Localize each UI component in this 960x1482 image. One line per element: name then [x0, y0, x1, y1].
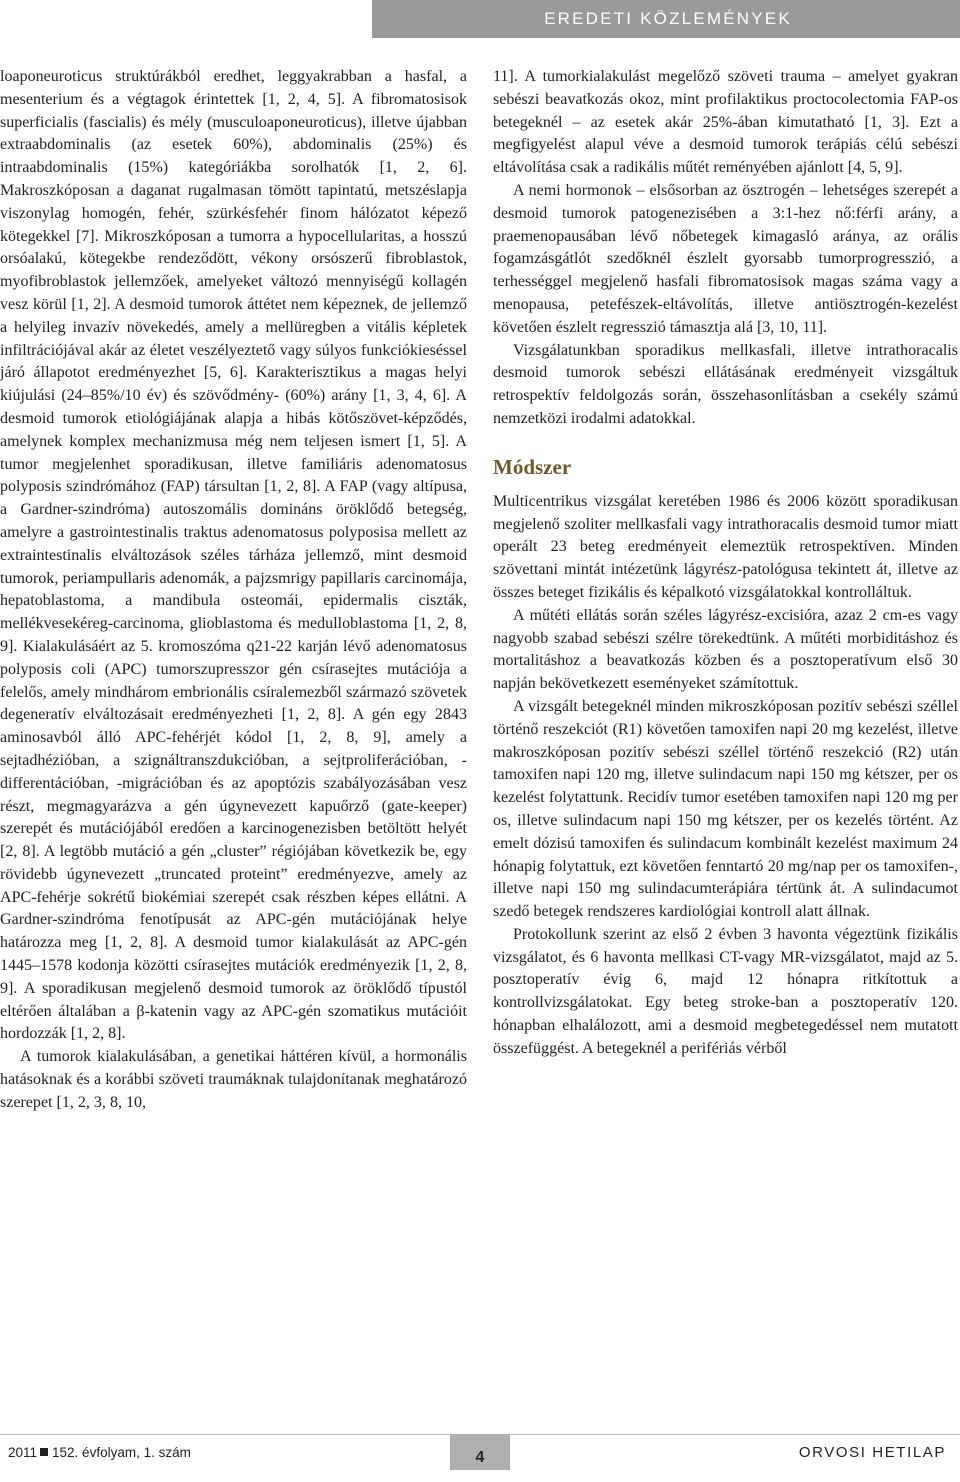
journal-name: ORVOSI HETILAP [798, 1444, 946, 1461]
running-header [0, 0, 960, 38]
left-column [0, 66, 467, 1115]
body-paragraph: Multicentrikus vizsgálat keretében 1986 és 2006 között sporadikusan megjelenő szoliter mellkasfali vagy intrathoracalis desmoid tumor miatt operált 23 beteg eredményeit elemeztük retrospektíven. Minden szövettani mintát intézetünk lágyrész-patológusa tekintett át, illetve az összes beteget fizikális és képalkotó vizsgálatokkal kontrolláltuk. [493, 492, 958, 601]
body-paragraph: A vizsgált betegeknél minden mikroszkóposan pozitív sebészi széllel történő reszekciót (R1) követően tamoxifen napi 20 mg kezelést, illetve makroszkóposan pozitív sebészi széllel történő reszekció (R2) után tamoxifen napi 120 mg, illetve sulindacum napi 150 mg kétszer, per os kezelést folytattunk. Recidív tumor esetében tamoxifen napi 120 mg per os, illetve sulindacum napi 150 mg kétszer, per os kezelés történt. Az emelt dózisú tamoxifen és sulindacum kombinált kezelést maximum 24 hónapig folytattuk, ezt követően fenntartó 20 mg/nap per os tamoxifen-, illetve napi 150 mg sulindacumterápiára tértünk át. A sulindacumot szedő betegek rendszeres kardiológiai kontroll alatt állnak. [493, 697, 958, 921]
body-paragraph: loaponeuroticus struktúrákból eredhet, leggyakrabban a hasfal, a mesenterium és a végtagok érintettek [1, 2, 4, 5]. A fibromatosisok superficialis (fascialis) és mély (musculoaponeuroticus), illetve újabban extraabdominalis (az esetek 60%), abdominalis (25%) és intraabdominalis (15%) kategóriákba sorolhatók [1, 2, 6]. Makroszkóposan a daganat rugalmasan tömött tapintatú, metszéslapja viszonylag homogén, fehér, szürkésfehér finom hálózatot képező kötegekkel [7]. Mikroszkóposan a tumorra a hypocellularitas, a hosszú orsóalakú, kötegekbe rendeződött, vékony orsószerű fibroblastok, myofibroblastok jellemzőek, amelyeket változó mennyiségű kollagén vesz körül [1, 2]. A desmoid tumorok áttétet nem képeznek, de jellemző a helyileg invazív növekedés, amely a mellüregben a vitális képletek infiltrációjával akár az életet veszélyeztető vagy súlyos funkciókieséssel járó állapotot eredményezhet [5, 6]. Karakterisztikus a magas helyi kiújulási (24–85%/10 év) és szövődmény- (60%) arány [1, 3, 4, 6]. A desmoid tumorok etiológiájának alapja a hibás kötőszövet-képződés, amelynek komplex mechanizmusa még nem teljesen ismert [1, 5]. A tumor megjelenhet sporadikusan, illetve familiáris adenomatosus polyposis szindrómához (FAP) társultan [1, 2, 8]. A FAP (vagy altípusa, a Gardner-szindróma) autoszomális domináns öröklődő betegség, amelyre a gastrointestinalis traktus adenomatosus polyposisa mellett az extraintestinalis elváltozások széles tárháza jellemző, mint desmoid tumorok, periampullaris adenomák, a pajzsmrigy papillaris carcinomája, hepatoblastoma, a mandibula osteomái, epidermalis ciszták, mellékvesekéreg-carcinoma, glioblastoma és medulloblastoma [1, 2, 8, 9]. Kialakulásáért az 5. kromoszóma q21-22 karján lévő adenomatosus polyposis coli (APC) tumorszupresszor gén csírasejtes mutációja a felelős, amely mindhárom embrionális csíralemezből származó szövetek degeneratív elváltozásait eredményezheti [1, 2, 8]. A gén egy 2843 aminosavból álló APC-fehérjét kódol [1, 2, 8, 9], amely a sejtadhézióban, a szignáltranszdukcióban, a sejtproliferációban, -differentációban, -migrációban és az apoptózis szabályozásában vesz részt, megmagyarázva a gén úgynevezett kapuőrző (gate-keeper) szerepét és mutációjából eredően a karcinogenezisben betöltött helyét [2, 8]. A legtöbb mutáció a gén „cluster” régiójában következik be, egy rövidebb úgynevezett „truncated proteint” eredményezve, amely az APC-fehérje sokrétű biokémiai szerepét csak részben képes ellátni. A Gardner-szindróma fenotípusát az APC-gén mutációjának helye határozza meg [1, 2, 8]. A desmoid tumor kialakulását az APC-gén 1445–1578 kodonja közötti csírasejtes mutációk eredményezik [1, 2, 8, 9]. A sporadikusan megjelenő desmoid tumorok az öröklődő típustól eltérően általában a β-katenin vagy az APC-gén szomatikus mutációit hordozzák [1, 2, 8]. [0, 68, 467, 1043]
page-footer [0, 1434, 960, 1470]
body-paragraph: A tumorok kialakulásában, a genetikai háttéren kívül, a hormonális hatásoknak és a korábbi szöveti traumáknak tulajdonítanak meghatározó szerepet [1, 2, 3, 8, 10, [0, 1048, 467, 1111]
section-label: EREDETI KÖZLEMÉNYEK [544, 9, 792, 28]
footer-year: 2011 [8, 1445, 38, 1460]
body-paragraph: Vizsgálatunkban sporadikus mellkasfali, illetve intrathoracalis desmoid tumorok sebészi ellátásának eredményeit vizsgáltuk retrospektív feldolgozás során, összehasonlításban a csekély számú nemzetközi irodalmi adatokkal. [493, 341, 958, 427]
footer-volume: 152. évfolyam, 1. szám [52, 1445, 191, 1460]
square-bullet-icon [40, 1448, 48, 1456]
section-heading: Módszer [493, 454, 572, 479]
body-paragraph: A műtéti ellátás során széles lágyrész-excisióra, azaz 2 cm-es vagy nagyobb szabad sebészi szélre törekedtünk. A műtéti morbiditáshoz és mortalitáshoz a beavatkozás közben és a posztoperatívum első 30 napján bekövetkezett eseményeket számítottuk. [493, 606, 958, 693]
right-column [493, 66, 958, 1061]
body-paragraph: A nemi hormonok – elsősorban az ösztrogén – lehetséges szerepét a desmoid tumorok patogenezisében a 3:1-hez nő:férfi arány, a praemenopausában lévő nőbetegek kimagasló aránya, az orális fogamzásgátlót szedőknél észlelt gyorsabb tumorprogresszió, a terhességgel megjelenő hasfali fibromatosisok magas száma vagy a menopausa, petefészek-eltávolítás, illetve antiösztrogén-kezelést követően észlelt regresszió támasztja alá [3, 10, 11]. [493, 181, 958, 336]
footer-issue [8, 1445, 191, 1461]
body-paragraph: Protokollunk szerint az első 2 évben 3 havonta végeztünk fizikális vizsgálatot, és 6 havonta mellkasi CT-vagy MR-vizsgálatot, majd az 5. posztoperatív évig 6, majd 12 hónapra ritkítottuk a kontrollvizsgálatokat. Egy beteg stroke-ban a posztoperatív 120. hónapban elhalálozott, ami a desmoid megbetegedéssel nem mutatott összefüggést. A betegeknél a perifériás vérből [493, 925, 958, 1057]
body-paragraph: 11]. A tumorkialakulást megelőző szöveti trauma – amelyet gyakran sebészi beavatkozás okoz, mint profilaktikus proctocolectomia FAP-os betegeknél – az esetek akár 25%-ában kimutatható [1, 3]. Ezt a megfigyelést alapul véve a desmoid tumorok terápiás célú sebészi eltávolítása csak a radikális műtét reményében ajánlott [4, 5, 9]. [493, 68, 958, 177]
page-number: 4 [450, 1434, 510, 1470]
